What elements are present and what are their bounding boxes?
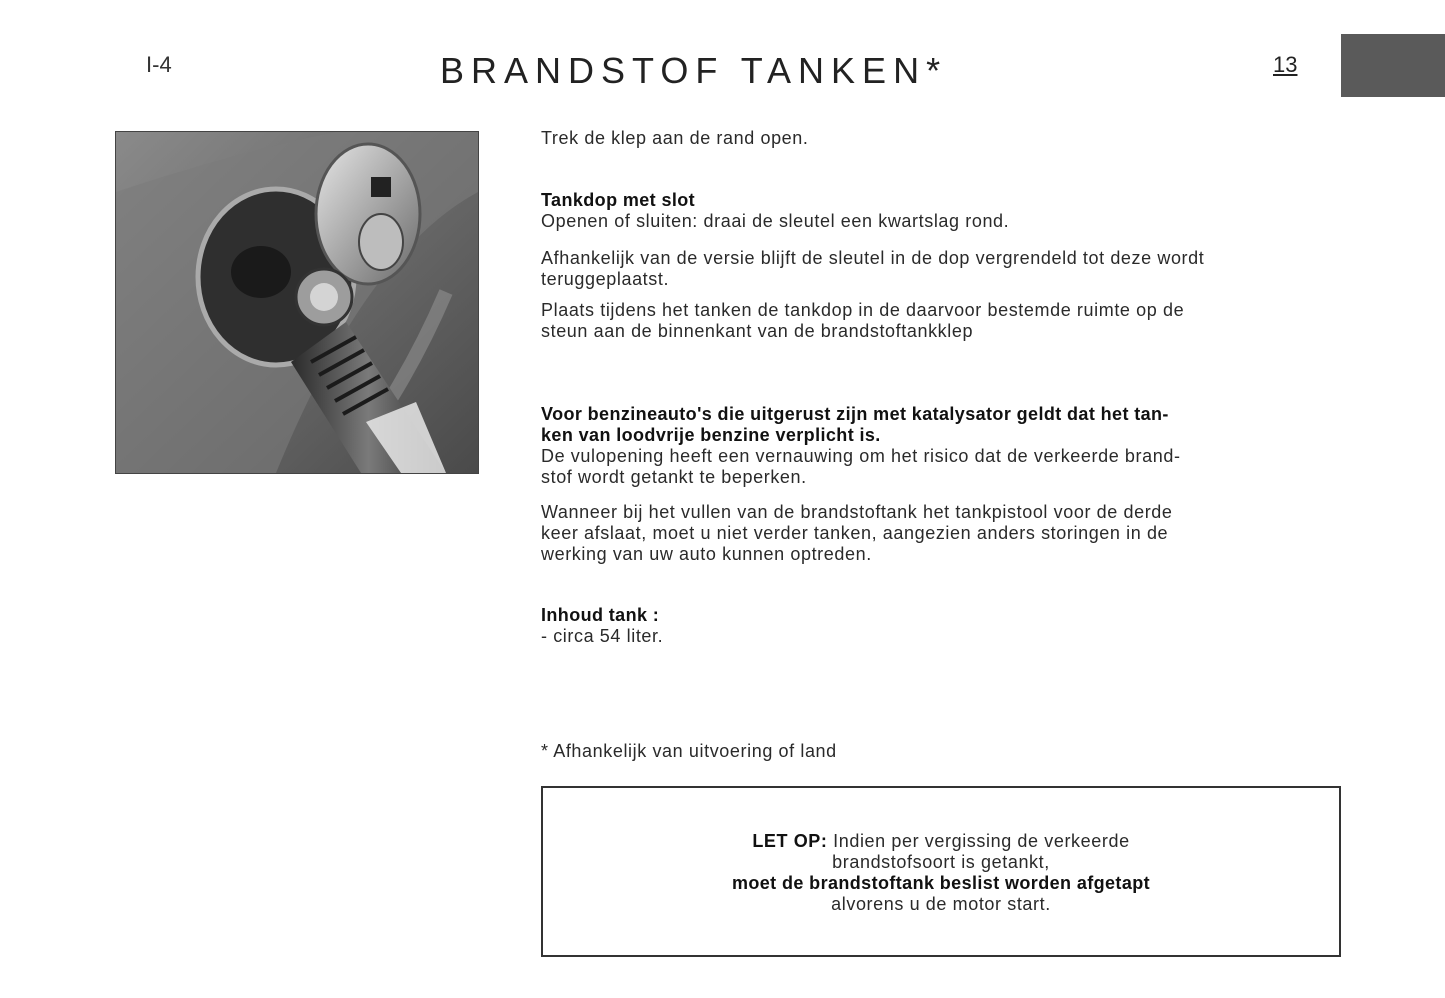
- warning-label: LET OP:: [752, 831, 828, 851]
- benzine-paragraph-2-line-2: keer afslaat, moet u niet verder tanken, aangezien anders storingen in de: [541, 523, 1169, 543]
- capacity-heading: Inhoud tank :: [541, 605, 660, 625]
- capacity-value: - circa 54 liter.: [541, 626, 664, 646]
- benzine-paragraph-2-line-1: Wanneer bij het vullen van de brandstoftank het tankpistool voor de derde: [541, 502, 1173, 522]
- benzine-paragraph-1-line-1: De vulopening heeft een vernauwing om het risico dat de verkeerde brand-: [541, 446, 1181, 466]
- benzine-heading-line-1: Voor benzineauto's die uitgerust zijn met katalysator geldt dat het tan-: [541, 404, 1169, 424]
- benzine-heading-line-2: ken van loodvrije benzine verplicht is.: [541, 425, 881, 445]
- warning-line-1-text: Indien per vergissing de verkeerde: [827, 831, 1130, 851]
- chapter-tab-marker: [1341, 34, 1445, 97]
- warning-line-1: [543, 831, 1339, 852]
- tankdop-paragraph-2-line-2: teruggeplaatst.: [541, 269, 670, 289]
- section-ref: I-4: [146, 52, 172, 77]
- tankdop-paragraph-3-line-1: Plaats tijdens het tanken de tankdop in de daarvoor bestemde ruimte op de: [541, 300, 1185, 320]
- warning-line-2: brandstofsoort is getankt,: [832, 852, 1050, 872]
- tankdop-paragraph-2-line-1: Afhankelijk van de versie blijft de sleutel in de dop vergrendeld tot deze wordt: [541, 248, 1205, 268]
- page-title: BRANDSTOF TANKEN*: [440, 50, 948, 91]
- benzine-paragraph-1-line-2: stof wordt getankt te beperken.: [541, 467, 807, 487]
- tankdop-heading: Tankdop met slot: [541, 190, 696, 210]
- footnote: * Afhankelijk van uitvoering of land: [541, 741, 837, 761]
- warning-line-3: moet de brandstoftank beslist worden afgetapt: [731, 873, 1151, 893]
- warning-line-4: alvorens u de motor start.: [831, 894, 1051, 914]
- page-number: 13: [1273, 52, 1298, 77]
- tankdop-paragraph-1: Openen of sluiten: draai de sleutel een kwartslag rond.: [541, 211, 1010, 231]
- fuel-filler-photo: [115, 131, 479, 474]
- tankdop-paragraph-3-line-2: steun aan de binnenkant van de brandstoftankklep: [541, 321, 974, 341]
- warning-box: [541, 786, 1341, 957]
- intro-text: Trek de klep aan de rand open.: [541, 128, 809, 148]
- benzine-paragraph-2-line-3: werking van uw auto kunnen optreden.: [541, 544, 872, 564]
